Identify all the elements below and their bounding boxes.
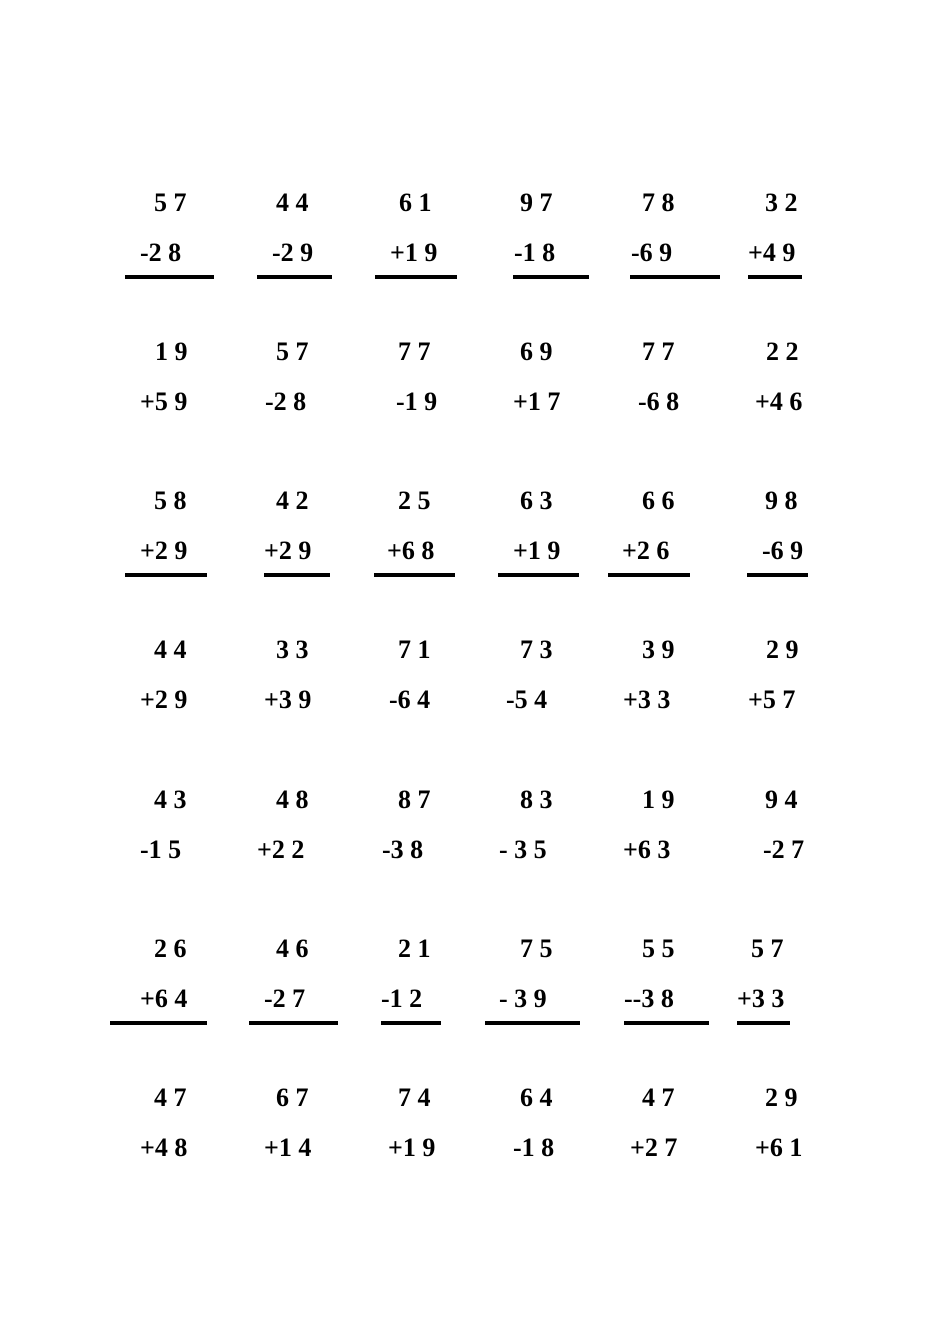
bottom-operand: - 3 9 [499,984,547,1013]
problem [360,486,500,596]
bottom-operand: +2 9 [140,536,188,565]
bottom-operand: +1 9 [513,536,561,565]
top-operand: 4 4 [154,635,187,664]
bottom-operand: +6 4 [140,984,188,1013]
top-operand: 2 9 [765,1083,798,1112]
top-operand: 4 6 [276,934,309,963]
top-operand: 7 5 [520,934,553,963]
top-operand: 3 2 [765,188,798,217]
problem [360,337,500,447]
bottom-operand: +2 7 [630,1133,678,1162]
problem [235,188,375,298]
answer-line [747,573,808,577]
bottom-operand: -5 4 [506,685,548,714]
top-operand: 7 8 [642,188,675,217]
bottom-operand: -2 9 [272,238,314,267]
problem [485,635,625,745]
top-operand: 6 6 [642,486,675,515]
top-operand: 4 7 [642,1083,675,1112]
top-operand: 3 9 [642,635,675,664]
top-operand: 7 1 [398,635,431,664]
problem [735,934,875,1044]
top-operand: 5 5 [642,934,675,963]
answer-line [257,275,332,279]
top-operand: 6 3 [520,486,553,515]
problem [235,486,375,596]
top-operand: 6 9 [520,337,553,366]
top-operand: 4 2 [276,486,309,515]
bottom-operand: +6 1 [755,1133,803,1162]
bottom-operand: +3 3 [737,984,785,1013]
bottom-operand: -1 2 [381,984,423,1013]
problem [110,486,250,596]
bottom-operand: +4 9 [748,238,796,267]
problem [485,337,625,447]
bottom-operand: +3 3 [623,685,671,714]
bottom-operand: -1 8 [513,1133,555,1162]
problem [360,934,500,1044]
bottom-operand: -1 8 [514,238,556,267]
top-operand: 7 7 [398,337,431,366]
problem [110,934,250,1044]
top-operand: 6 4 [520,1083,553,1112]
bottom-operand: +6 8 [387,536,435,565]
problem [485,1083,625,1193]
bottom-operand: -3 8 [382,835,424,864]
top-operand: 9 8 [765,486,798,515]
answer-line [737,1021,790,1025]
problem [610,337,750,447]
problem [110,188,250,298]
bottom-operand: - 3 5 [499,835,547,864]
problem [235,337,375,447]
bottom-operand: -6 9 [631,238,673,267]
problem [110,1083,250,1193]
bottom-operand: --3 8 [624,984,674,1013]
top-operand: 6 1 [399,188,432,217]
top-operand: 9 4 [765,785,798,814]
top-operand: 7 3 [520,635,553,664]
bottom-operand: +1 7 [513,387,561,416]
problem [610,188,750,298]
top-operand: 1 9 [155,337,188,366]
problem [610,1083,750,1193]
top-operand: 7 7 [642,337,675,366]
bottom-operand: +5 7 [748,685,796,714]
problem [235,635,375,745]
bottom-operand: +2 9 [140,685,188,714]
top-operand: 2 6 [154,934,187,963]
bottom-operand: -2 8 [265,387,307,416]
top-operand: 4 4 [276,188,309,217]
problem [735,486,875,596]
top-operand: 8 3 [520,785,553,814]
problem [600,486,740,596]
problem [610,635,750,745]
problem [235,785,375,895]
bottom-operand: +6 3 [623,835,671,864]
top-operand: 5 7 [154,188,187,217]
bottom-operand: -1 9 [396,387,438,416]
bottom-operand: +5 9 [140,387,188,416]
top-operand: 1 9 [642,785,675,814]
top-operand: 5 7 [276,337,309,366]
top-operand: 4 3 [154,785,187,814]
top-operand: 6 7 [276,1083,309,1112]
top-operand: 4 8 [276,785,309,814]
bottom-operand: +3 9 [264,685,312,714]
answer-line [125,275,214,279]
problem [110,635,250,745]
top-operand: 2 9 [766,635,799,664]
bottom-operand: +2 9 [264,536,312,565]
top-operand: 9 7 [520,188,553,217]
problem [360,1083,500,1193]
answer-line [513,275,589,279]
answer-line [485,1021,580,1025]
top-operand: 5 7 [751,934,784,963]
bottom-operand: +1 9 [388,1133,436,1162]
problem [360,188,500,298]
problem [735,337,875,447]
top-operand: 4 7 [154,1083,187,1112]
bottom-operand: +4 6 [755,387,803,416]
problem [110,337,250,447]
answer-line [381,1021,441,1025]
answer-line [125,573,207,577]
problem [485,934,625,1044]
bottom-operand: +1 9 [390,238,438,267]
bottom-operand: +4 8 [140,1133,188,1162]
answer-line [748,275,802,279]
answer-line [374,573,455,577]
problem [735,635,875,745]
bottom-operand: +1 4 [264,1133,312,1162]
top-operand: 5 8 [154,486,187,515]
bottom-operand: +2 2 [257,835,305,864]
bottom-operand: -2 7 [763,835,805,864]
problem [735,188,875,298]
bottom-operand: -1 5 [140,835,182,864]
bottom-operand: -6 4 [389,685,431,714]
answer-line [498,573,579,577]
top-operand: 2 2 [766,337,799,366]
problem [360,785,500,895]
top-operand: 7 4 [398,1083,431,1112]
answer-line [375,275,457,279]
top-operand: 3 3 [276,635,309,664]
bottom-operand: +2 6 [622,536,670,565]
answer-line [630,275,720,279]
problem [610,934,750,1044]
problem [610,785,750,895]
problem [235,934,375,1044]
bottom-operand: -2 8 [140,238,182,267]
answer-line [110,1021,207,1025]
problem [110,785,250,895]
problem [485,188,625,298]
problem [235,1083,375,1193]
top-operand: 8 7 [398,785,431,814]
bottom-operand: -6 8 [638,387,680,416]
top-operand: 2 1 [398,934,431,963]
top-operand: 2 5 [398,486,431,515]
answer-line [249,1021,338,1025]
problem [735,1083,875,1193]
answer-line [264,573,330,577]
problem [735,785,875,895]
problem [485,785,625,895]
answer-line [624,1021,709,1025]
answer-line [608,573,690,577]
bottom-operand: -6 9 [762,536,804,565]
problem [360,635,500,745]
bottom-operand: -2 7 [264,984,306,1013]
